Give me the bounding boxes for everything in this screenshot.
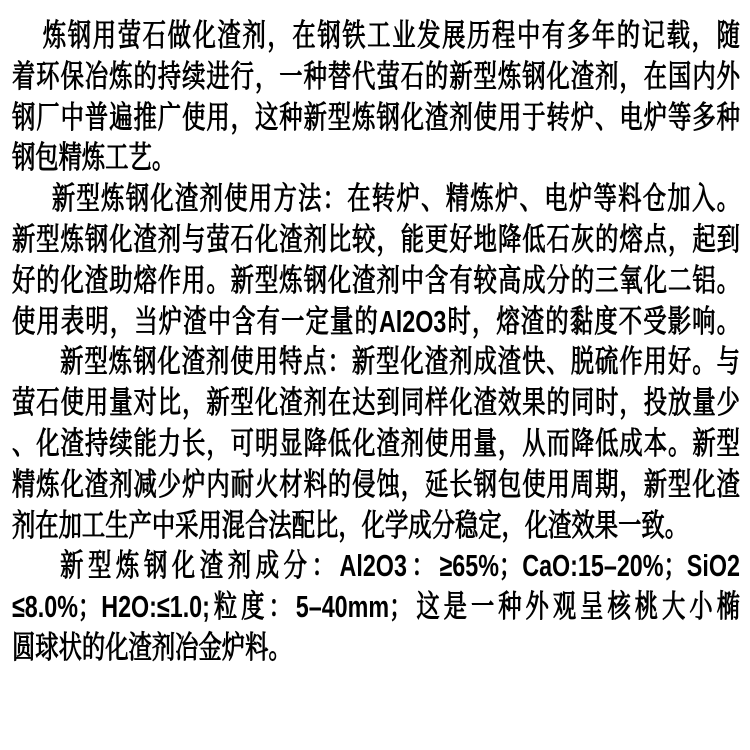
text-line: 圆球状的化渣剂冶金炉料。 [12, 629, 292, 665]
text-line: 钢包精炼工艺。 [12, 140, 176, 176]
text-line: 新型炼钢化渣剂与萤石化渣剂比较，能更好地降低石灰的熔点，起到 [12, 221, 740, 257]
text-line: 剂在加工生产中采用混合法配比，化学成分稳定，化渣效果一致。 [12, 507, 689, 543]
paragraph-composition [12, 546, 750, 668]
text-line: ≤8.0%；H2O:≤1.0;粒度：5–40mm；这是一种外观呈核桃大小椭 [12, 589, 740, 625]
text-line: 、化渣持续能力长，可明显降低化渣剂使用量，从而降低成本。新型 [12, 425, 740, 461]
text-line: 萤石使用量对比，新型化渣剂在达到同样化渣效果的同时，投放量少 [12, 385, 740, 421]
paragraph-fluorite-history [12, 16, 750, 179]
text-line: 使用表明，当炉渣中含有一定量的Al2O3时，熔渣的黏度不受影响。 [12, 303, 740, 339]
text-line: 新型炼钢化渣剂使用方法：在转炉、精炼炉、电炉等料仓加入。 [51, 181, 740, 217]
text-line: 好的化渣助熔作用。新型炼钢化渣剂中含有较高成分的三氧化二铝。 [12, 262, 740, 298]
text-line: 新型炼钢化渣剂成分：Al2O3：≥65%；CaO:15–20%；SiO2 [60, 548, 740, 584]
text-line: 新型炼钢化渣剂使用特点：新型化渣剂成渣快、脱硫作用好。与 [60, 344, 740, 380]
paragraph-usage-method [12, 179, 750, 342]
text-line: 精炼化渣剂减少炉内耐火材料的侵蚀，延长钢包使用周期，新型化渣 [12, 466, 740, 502]
text-line: 钢厂中普遍推广使用，这种新型炼钢化渣剂使用于转炉、电炉等多种 [12, 99, 740, 135]
text-line: 炼钢用萤石做化渣剂，在钢铁工业发展历程中有多年的记载，随 [42, 18, 740, 53]
paragraph-usage-features [12, 342, 750, 546]
text-line: 着环保冶炼的持续进行，一种替代萤石的新型炼钢化渣剂，在国内外 [12, 58, 740, 94]
